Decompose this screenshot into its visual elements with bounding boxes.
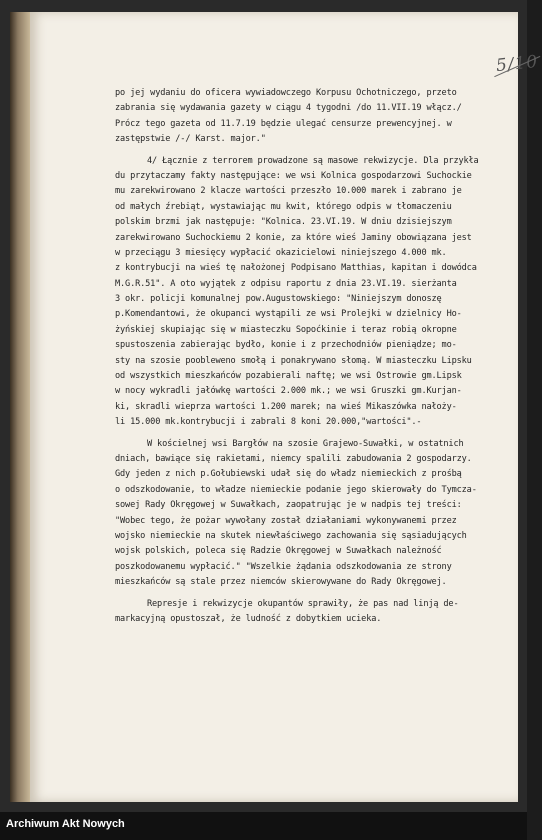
text-line: 3 okr. policji komunalnej pow.Augustowskiego: "Niniejszym donoszę (115, 294, 442, 305)
text-line: wojsko niemieckie na skutek niewłaściwego zachowania się sąsiadujących (115, 530, 467, 541)
text-line: mieszkańców są stale przez niemców skierowywane do Rady Okręgowej. (115, 577, 447, 588)
text-line: li 15.000 mk.kontrybucji i zabrali 8 koni 20.000,"wartości".- (115, 417, 422, 428)
typescript-body (115, 86, 515, 627)
text-line: sty na szosie poobleweno smołą i ponakrywano słomą. W miasteczku Lipsku (115, 355, 472, 366)
text-line: 4/ Łącznie z terrorem prowadzone są masowe rekwizycje. Dla przykła (147, 155, 479, 166)
text-line: ki, skradli wieprza wartości 1.200 marek; na wieś Mikaszówka nałoży- (115, 401, 457, 412)
text-line: po jej wydaniu do oficera wywiadowczego Korpusu Ochotniczego, przeto (115, 88, 457, 98)
folio-number (495, 52, 539, 76)
text-line: od małych źrebiąt, wystawiając mu kwit, którego odpis w tłomaczeniu (115, 201, 452, 212)
text-line: du przytaczamy fakty następujące: we wsi Kolnica gospodarzowi Suchockie (115, 170, 472, 181)
text-line: zastępstwie /-/ Karst. major." (115, 134, 266, 145)
text-line: W kościelnej wsi Bargłów na szosie Grajewo-Suwałki, w ostatnich (147, 438, 464, 449)
text-line: w nocy wykradli jałówkę wartości 2.000 mk.; we wsi Gruszki gm.Kurjan- (115, 386, 462, 397)
text-line: z kontrybucji na wieś tę nałożonej Podpisano Matthias, kapitan i dowódca (115, 263, 477, 274)
text-line: wojsk polskich, poleca się Radzie Okręgowej w Suwałkach należność (115, 546, 442, 557)
archive-name: Archiwum Akt Nowych (6, 818, 125, 830)
text-line: żyńskiej skupiając się w miasteczku Sopoćkinie i teraz robią okropne (115, 324, 457, 335)
text-line: dniach, bawiące się rakietami, niemcy spalili zabudowania 2 gospodarzy. (115, 453, 472, 464)
text-line: p.Komendantowi, że okupanci wystąpili ze wsi Prolejki w dzielnicy Ho- (115, 309, 462, 320)
text-line: "Wobec tego, że pożar wywołany został działaniami wykonywanemi przez (115, 515, 457, 526)
text-line: polskim brzmi jak następuje: "Kolnica. 23.VI.19. W dniu dzisiejszym (115, 217, 452, 228)
text-line: spustoszenia zabierając bydło, konie i z przechodniów pieniądze; mo- (115, 340, 457, 351)
text-line: zabrania się wydawania gazety w ciągu 4 tygodni /do 11.VII.19 włącz./ (115, 103, 462, 114)
text-line: zarekwirowano Suchockiemu 2 konie, za które wieś Jaminy obowiązana jest (115, 232, 472, 243)
folio-number-text: 5/10 (495, 51, 540, 77)
text-line: Prócz tego gazeta od 11.7.19 będzie ulegać censurze prewencyjnej. w (115, 118, 452, 129)
text-line: sowej Rady Okręgowej w Suwałkach, zaopatrując je w nadpis tej treści: (115, 500, 462, 511)
text-line: mu zarekwirowano 2 klacze wartości przeszło 10.000 marek i zabrano je (115, 186, 462, 197)
text-line: o odszkodowanie, to władze niemieckie podanie jego skierowały do Tymcza- (115, 484, 477, 495)
text-line: w przeciągu 3 miesięcy wypłacić okazicielowi niniejszego 4.000 mk. (115, 247, 447, 258)
text-line: Gdy jeden z nich p.Gołubiewski udał się do władz niemieckich z prośbą (115, 469, 462, 480)
text-line: Represje i rekwizycje okupantów sprawiły, że pas nad linją de- (147, 598, 459, 609)
text-line: poszkodowanemu wypłacić." "Wszelkie żądania odszkodowania ze strony (115, 561, 452, 572)
text-line: markacyjną opustoszał, że ludność z dobytkiem ucieka. (115, 613, 382, 624)
page-binding-edge (10, 12, 30, 802)
text-line: od wszystkich mieszkańców pozabierali naftę; we wsi Ostrowie gm.Lipsk (115, 371, 462, 382)
text-line: M.G.R.51". A oto wyjątek z odpisu raportu z dnia 23.VI.19. sierżanta (115, 278, 457, 289)
